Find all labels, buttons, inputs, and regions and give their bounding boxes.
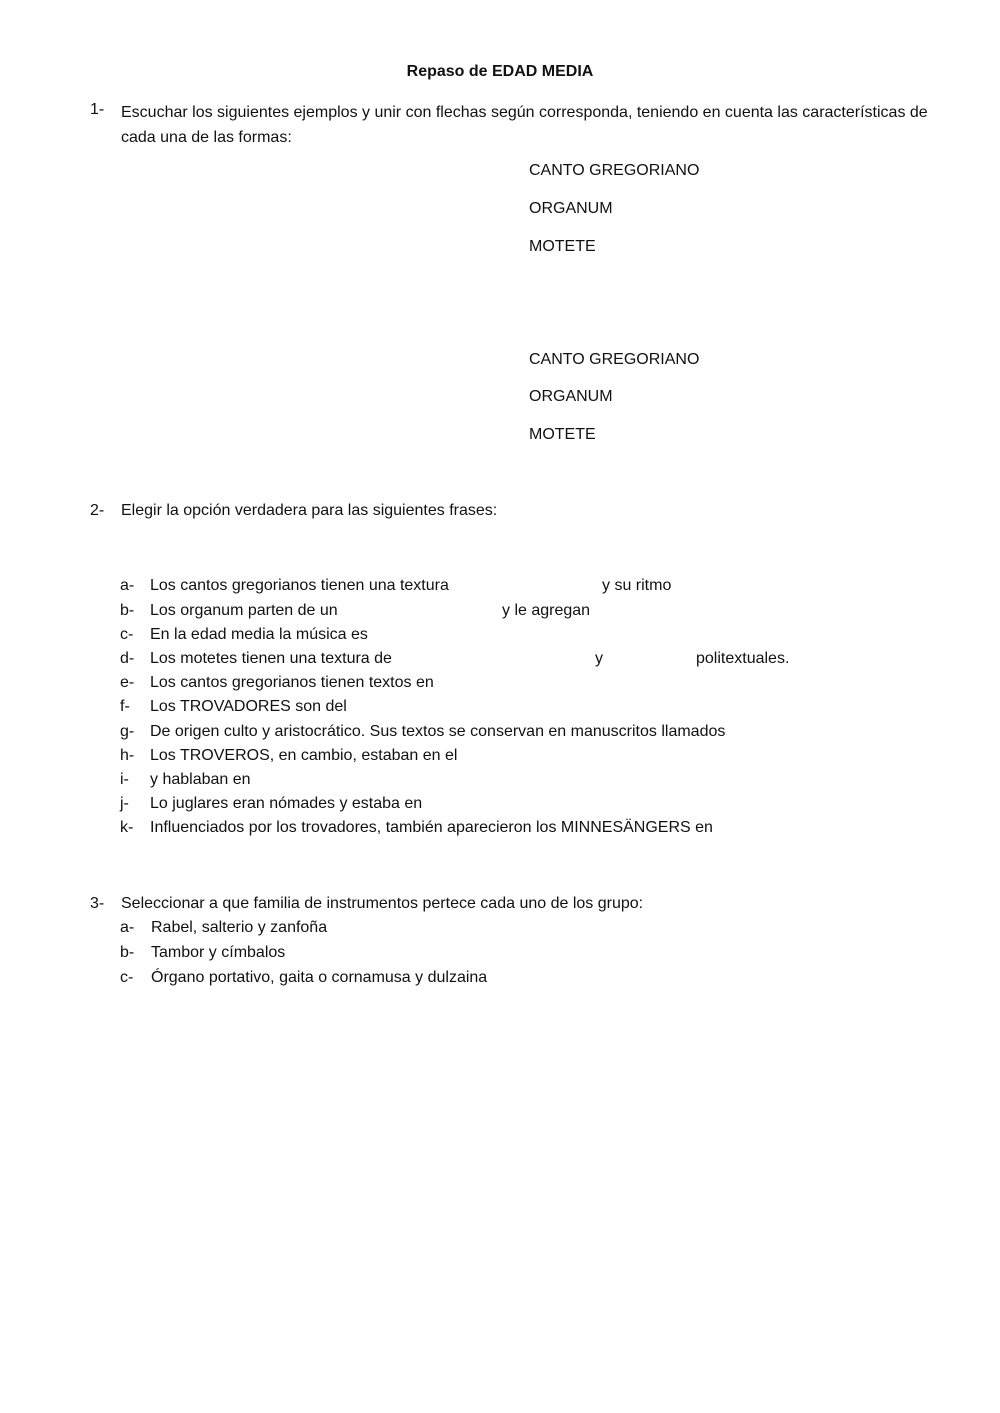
q2-item-k-text: Influenciados por los trovadores, también aparecieron los MINNESÄNGERS en [150,819,713,836]
q2-item-c-letter: c- [120,626,134,643]
q2-item-h-letter: h- [120,747,135,764]
q2-item-b-extra: y le agregan [502,602,591,619]
q2-item-a-text: Los cantos gregorianos tienen una textura [150,577,449,594]
q1-option-motete[interactable]: MOTETE [529,238,596,255]
q2-item-d-letter: d- [120,650,135,667]
q3-item-c-text: Órgano portativo, gaita o cornamusa y dulzaina [151,969,488,986]
q1-option-canto-gregoriano-2[interactable]: CANTO GREGORIANO [529,351,700,368]
page-title: Repaso de EDAD MEDIA [406,63,594,80]
q2-item-e-text: Los cantos gregorianos tienen textos en [150,674,434,691]
q1-option-organum[interactable]: ORGANUM [529,200,613,217]
q2-item-a-letter: a- [120,577,135,594]
q2-item-b-letter: b- [120,602,135,619]
q2-item-a-extra: y su ritmo [602,577,672,594]
q2-item-g-letter: g- [120,723,135,740]
q2-number: 2- [90,502,105,519]
q2-item-f-text: Los TROVADORES son del [150,698,347,715]
q2-item-e-letter: e- [120,674,135,691]
q3-item-b-letter: b- [120,944,135,961]
q2-item-b-text: Los organum parten de un [150,602,338,619]
q2-item-g-text: De origen culto y aristocrático. Sus textos se conservan en manuscritos llamados [150,723,726,740]
q2-item-j-text: Lo juglares eran nómades y estaba en [150,795,423,812]
q2-item-d-extra-2: politextuales. [696,650,790,667]
q2-item-k-letter: k- [120,819,134,836]
q1-option-canto-gregoriano[interactable]: CANTO GREGORIANO [529,162,700,179]
q2-item-h-text: Los TROVEROS, en cambio, estaban en el [150,747,458,764]
q2-item-c-text: En la edad media la música es [150,626,368,643]
q2-item-i-text: y hablaban en [150,771,251,788]
q3-item-a-text: Rabel, salterio y zanfoña [151,919,328,936]
q2-item-j-letter: j- [120,795,129,812]
q3-item-a-letter: a- [120,919,135,936]
q2-item-d-text: Los motetes tienen una textura de [150,650,392,667]
q3-number: 3- [90,895,105,912]
q3-item-c-letter: c- [120,969,134,986]
q2-item-i-letter: i- [120,771,129,788]
q2-item-f-letter: f- [120,698,130,715]
q3-text: Seleccionar a que familia de instrumentos pertece cada uno de los grupo: [121,895,644,912]
q2-text: Elegir la opción verdadera para las siguientes frases: [121,502,498,519]
q1-number: 1- [90,101,105,118]
q1-text: Escuchar los siguientes ejemplos y unir con flechas según corresponda, teniendo en cuenta las características de cada una de las formas: [121,104,928,146]
q2-item-d-extra: y [595,650,603,667]
q1-option-motete-2[interactable]: MOTETE [529,426,596,443]
q3-item-b-text: Tambor y címbalos [151,944,286,961]
q1-option-organum-2[interactable]: ORGANUM [529,388,613,405]
